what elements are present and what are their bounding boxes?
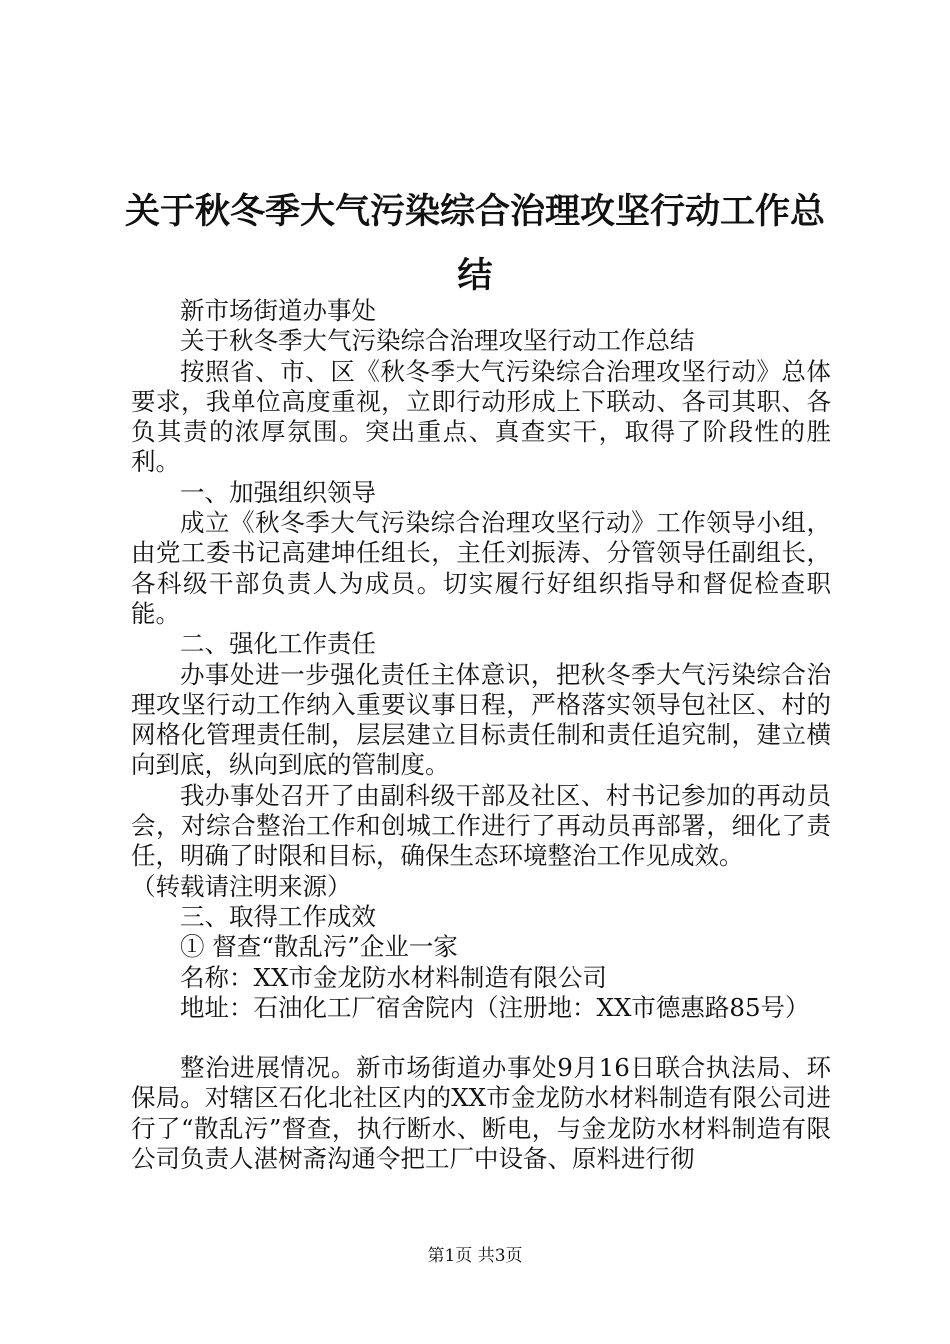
intro-paragraph: 按照省、市、区《秋冬季大气污染综合治理攻坚行动》总体要求，我单位高度重视，立即行动形成上下联动、各司其职、各负其责的浓厚氛围。突出重点、真查实干，取得了阶段性的胜利。 [131, 356, 831, 477]
company-name-line: 名称：XX市金龙防水材料制造有限公司 [180, 962, 607, 992]
progress-paragraph: 整治进展情况。新市场街道办事处9月16日联合执法局、环保局。对辖区石化北社区内的XX市金龙防水材料制造有限公司进行了“散乱污”督查，执行断水、断电，与金龙防水材料制造有限公司负责人湛树斋沟通令把工厂中设备、原料进行彻 [131, 1053, 831, 1174]
document-title: 关于秋冬季大气污染综合治理攻坚行动工作总结 [124, 192, 825, 296]
section-heading-1: 一、加强组织领导 [180, 477, 376, 507]
page-footer: 第1页 共3页 [427, 1246, 523, 1266]
document-body [131, 296, 831, 1174]
subtitle: 关于秋冬季大气污染综合治理攻坚行动工作总结 [180, 326, 695, 356]
section-heading-3: 三、取得工作成效 [180, 901, 376, 931]
paragraph-gap [131, 1023, 831, 1053]
item-heading-1: ① 督查“散乱污”企业一家 [180, 932, 458, 962]
section-heading-2: 二、强化工作责任 [180, 629, 376, 659]
section-2-paragraph-2: 我办事处召开了由副科级干部及社区、村书记参加的再动员会，对综合整治工作和创城工作进行了再动员再部署，细化了责任，明确了时限和目标，确保生态环境整治工作见成效。 [131, 780, 831, 871]
section-1-paragraph: 成立《秋冬季大气污染综合治理攻坚行动》工作领导小组，由党工委书记高建坤任组长，主任刘振涛、分管领导任副组长，各科级干部负责人为成员。切实履行好组织指导和督促检查职能。 [131, 508, 831, 628]
org-name: 新市场街道办事处 [180, 296, 376, 325]
source-note: （转载请注明来源） [131, 871, 352, 901]
company-address-line: 地址：石油化工厂宿舍院内（注册地：XX市德惠路85号） [180, 992, 810, 1022]
section-2-paragraph-1: 办事处进一步强化责任主体意识，把秋冬季大气污染综合治理攻坚行动工作纳入重要议事日程，严格落实领导包社区、村的网格化管理责任制，层层建立目标责任制和责任追究制，建立横向到底，纵向到底的管制度。 [131, 659, 831, 780]
